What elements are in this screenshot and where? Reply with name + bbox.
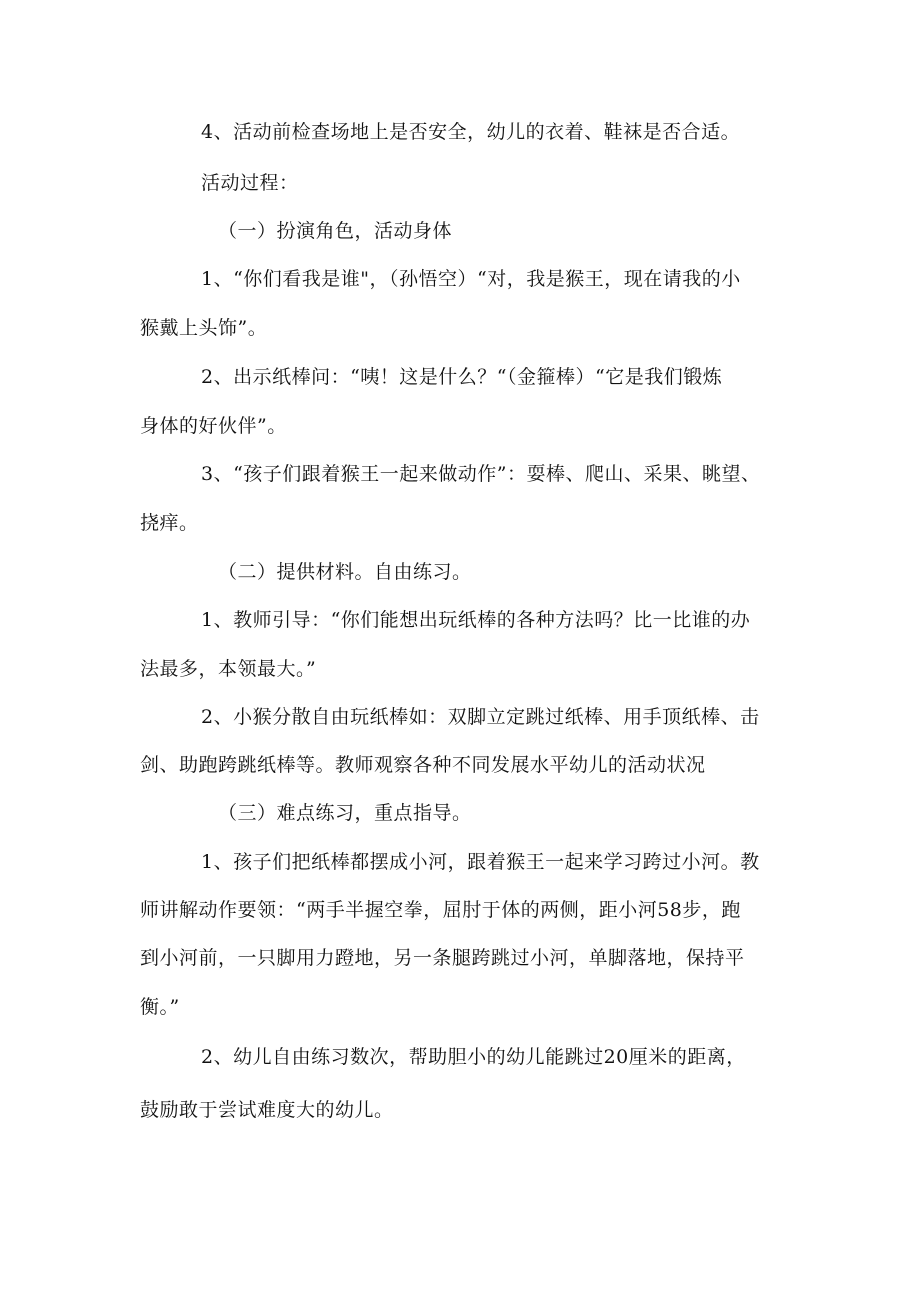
paragraph-safety-check: 4、活动前检查场地上是否安全，幼儿的衣着、鞋袜是否合适。 bbox=[201, 121, 741, 143]
paragraph-1-1-line-2: 猴戴上头饰”。 bbox=[140, 317, 268, 339]
paragraph-3-2-line-1: 2、幼儿自由练习数次，帮助胆小的幼儿能跳过20厘米的距离， bbox=[201, 1046, 746, 1068]
paragraph-3-1-line-2: 师讲解动作要领：“两手半握空拳，屈肘于体的两侧，距小河58步，跑 bbox=[140, 899, 741, 921]
paragraph-2-1-line-1: 1、教师引导：“你们能想出玩纸棒的各种方法吗？比一比谁的办 bbox=[201, 609, 751, 631]
paragraph-3-1-line-3: 到小河前，一只脚用力蹬地，另一条腿跨跳过小河，单脚落地，保持平 bbox=[140, 947, 745, 969]
subsection-heading-3: （三）难点练习，重点指导。 bbox=[218, 802, 472, 824]
paragraph-3-1-line-4: 衡。” bbox=[140, 996, 180, 1018]
subsection-heading-2: （二）提供材料。自由练习。 bbox=[218, 561, 472, 583]
paragraph-2-1-line-2: 法最多，本领最大。” bbox=[140, 658, 317, 680]
paragraph-1-2-line-1: 2、出示纸棒问：“咦！这是什么？“（金箍棒）“它是我们锻炼 bbox=[201, 366, 723, 388]
paragraph-2-2-line-2: 剑、助跑跨跳纸棒等。教师观察各种不同发展水平幼儿的活动状况 bbox=[140, 754, 706, 776]
paragraph-1-3-line-1: 3、“孩子们跟着猴王一起来做动作”：耍棒、爬山、采果、眺望、 bbox=[201, 463, 761, 485]
paragraph-3-2-line-2: 鼓励敢于尝试难度大的幼儿。 bbox=[140, 1099, 394, 1121]
subsection-heading-1: （一）扮演角色，活动身体 bbox=[218, 220, 453, 242]
paragraph-1-1-line-1: 1、“你们看我是谁"，（孙悟空）“对，我是猴王，现在请我的小 bbox=[201, 268, 741, 290]
paragraph-1-3-line-2: 挠痒。 bbox=[140, 512, 199, 534]
paragraph-2-2-line-1: 2、小猴分散自由玩纸棒如：双脚立定跳过纸棒、用手顶纸棒、击 bbox=[201, 706, 760, 728]
paragraph-3-1-line-1: 1、孩子们把纸棒都摆成小河，跟着猴王一起来学习跨过小河。教 bbox=[201, 851, 760, 873]
paragraph-1-2-line-2: 身体的好伙伴”。 bbox=[140, 415, 287, 437]
section-heading-activity-process: 活动过程： bbox=[201, 172, 299, 194]
